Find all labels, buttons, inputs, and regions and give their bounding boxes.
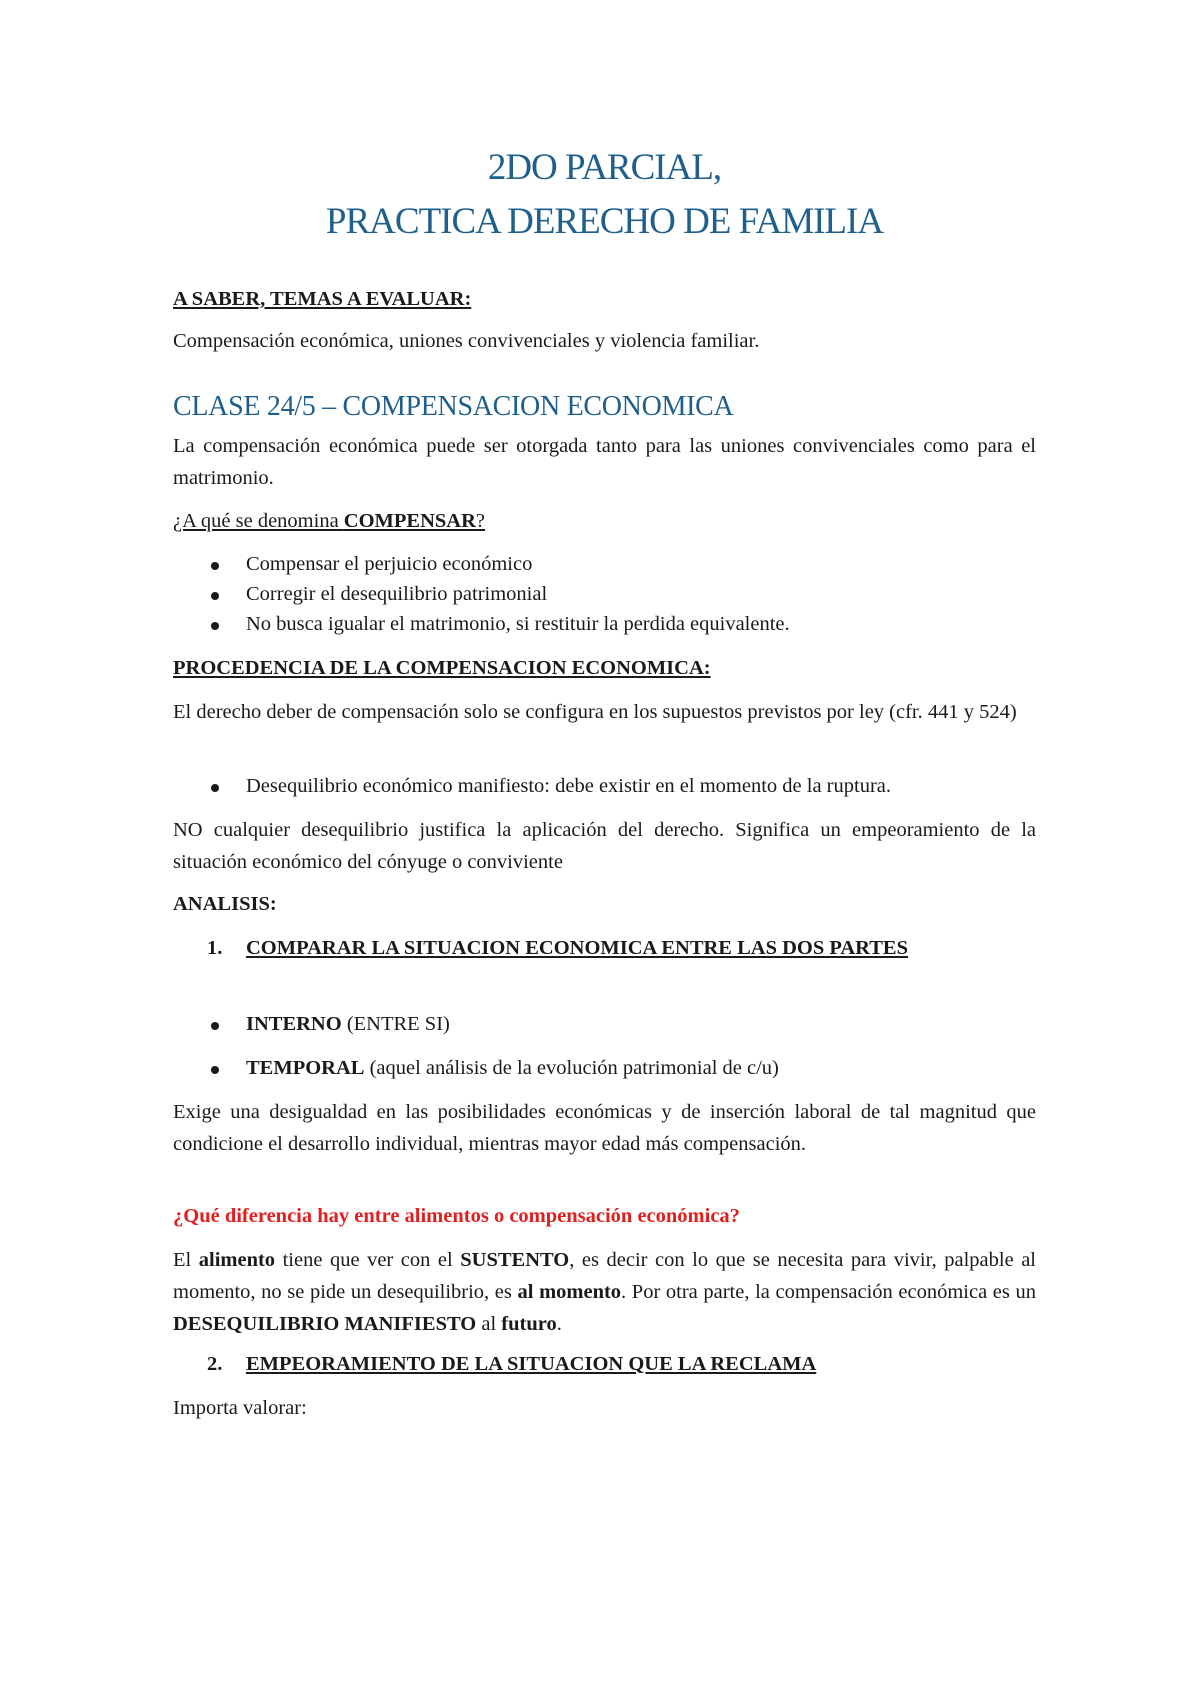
bullet-text: Corregir el desequilibrio patrimonial <box>246 583 548 605</box>
item-number: 1. <box>207 937 223 959</box>
title-line-2: PRACTICA DERECHO DE FAMILIA <box>325 201 884 242</box>
answer-text: , es decir con lo que se necesita para vivir, palpable al momento, no se pide un desequilibrio, es <box>173 1249 1036 1303</box>
bullet-icon <box>211 784 219 792</box>
answer-text: . Por otra parte, la compensación económica es un <box>621 1281 1036 1303</box>
question-compensar <box>173 505 1036 537</box>
bullet-icon <box>211 622 219 630</box>
answer-bold: alimento <box>198 1249 276 1271</box>
temporal-rest: (aquel análisis de la evolución patrimonial de c/u) <box>364 1057 779 1079</box>
saber-text: Compensación económica, uniones convivenciales y violencia familiar. <box>173 330 760 352</box>
procedencia-paragraph: El derecho deber de compensación solo se configura en los supuestos previstos por ley (cfr. 441 y 524) <box>173 701 1017 723</box>
answer-bold: DESEQUILIBRIO MANIFIESTO <box>173 1313 477 1335</box>
answer-text: El <box>173 1249 199 1271</box>
answer-text: al <box>476 1313 502 1335</box>
title-line-1: 2DO PARCIAL, <box>487 147 722 188</box>
bullet-text <box>246 1052 779 1084</box>
bullet-text <box>246 1008 450 1040</box>
bullet-text: No busca igualar el matrimonio, si restituir la perdida equivalente. <box>246 613 790 635</box>
bullet-icon <box>211 592 219 600</box>
item-text: EMPEORAMIENTO DE LA SITUACION QUE LA RECLAMA <box>246 1353 817 1375</box>
answer-bold: futuro <box>501 1313 557 1335</box>
answer-text: tiene que ver con el <box>275 1249 461 1271</box>
question-diferencia: ¿Qué diferencia hay entre alimentos o compensación económica? <box>173 1205 740 1227</box>
bullet-icon <box>211 1066 219 1074</box>
question-compensar-bold: COMPENSAR <box>343 510 476 532</box>
clase-heading: CLASE 24/5 – COMPENSACION ECONOMICA <box>173 391 734 422</box>
answer-text: . <box>556 1313 562 1335</box>
bullet-icon <box>211 1022 219 1030</box>
bullet-text: Desequilibrio económico manifiesto: debe existir en el momento de la ruptura. <box>246 775 891 797</box>
exige-paragraph: Exige una desigualdad en las posibilidades económicas y de inserción laboral de tal magnitud que condicione el desarrollo individual, mientras mayor edad más compensación. <box>173 1101 1036 1155</box>
answer-bold: SUSTENTO <box>460 1249 570 1271</box>
interno-bold: INTERNO <box>246 1013 342 1035</box>
bullet-icon <box>211 562 219 570</box>
interno-rest: (ENTRE SI) <box>341 1013 450 1035</box>
bullet-text: Compensar el perjuicio económico <box>246 553 533 575</box>
answer-bold: al momento <box>517 1281 622 1303</box>
temporal-bold: TEMPORAL <box>246 1057 365 1079</box>
question-compensar-suffix: ? <box>475 510 486 532</box>
question-compensar-prefix: ¿A qué se denomina <box>173 510 344 532</box>
answer-paragraph <box>173 1244 1036 1340</box>
no-cualquier-paragraph: NO cualquier desequilibrio justifica la aplicación del derecho. Significa un empeoramiento de la situación económico del cónyuge o conviviente <box>173 819 1036 873</box>
item-number: 2. <box>207 1353 223 1375</box>
intro-paragraph: La compensación económica puede ser otorgada tanto para las uniones convivenciales como para el matrimonio. <box>173 435 1036 489</box>
item-text: COMPARAR LA SITUACION ECONOMICA ENTRE LAS DOS PARTES <box>246 937 909 959</box>
procedencia-heading: PROCEDENCIA DE LA COMPENSACION ECONOMICA: <box>173 657 711 679</box>
analisis-heading: ANALISIS: <box>173 893 277 915</box>
saber-heading: A SABER, TEMAS A EVALUAR: <box>173 288 472 310</box>
importa-text: Importa valorar: <box>173 1397 307 1419</box>
